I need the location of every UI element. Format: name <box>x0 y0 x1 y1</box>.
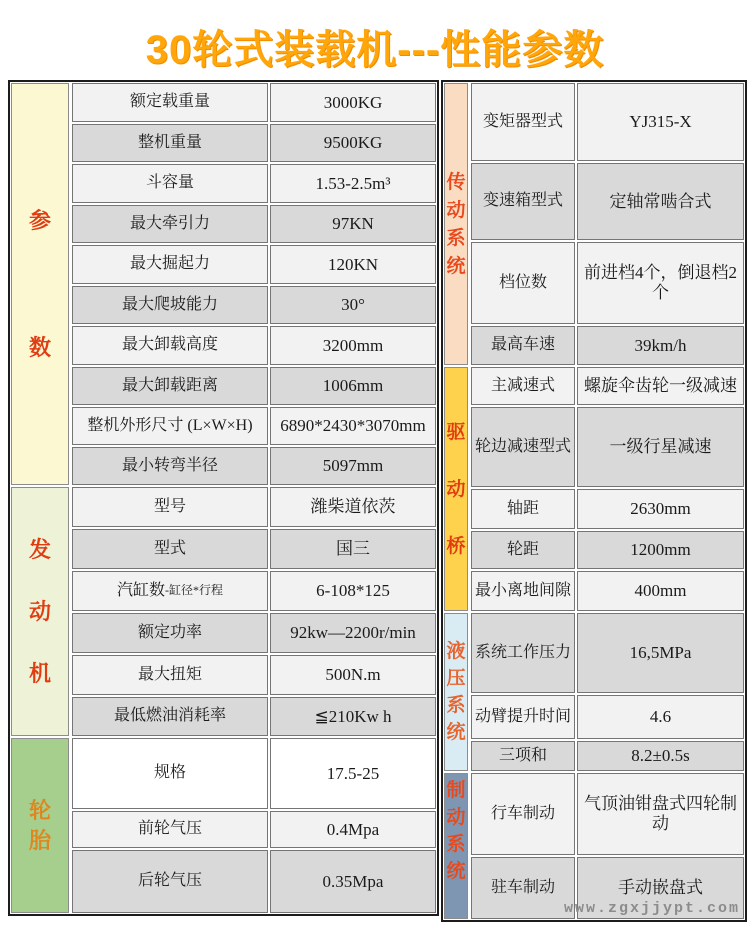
table-row <box>471 613 744 693</box>
spec-value: 手动嵌盘式 <box>618 878 703 898</box>
table-row <box>471 326 744 365</box>
category-char: 统 <box>446 255 466 277</box>
table-row <box>471 83 744 161</box>
spec-value: 5097mm <box>322 456 384 476</box>
section-rows <box>471 367 744 611</box>
spec-value: YJ315-X <box>629 112 692 132</box>
spec-label: 轮距 <box>506 540 539 558</box>
spec-value-cell <box>577 326 744 365</box>
section-rows <box>72 83 436 485</box>
spec-value: 国三 <box>336 539 370 559</box>
table-row <box>72 407 436 445</box>
spec-value-cell <box>270 164 436 203</box>
spec-value: 120KN <box>327 254 379 274</box>
spec-label: 汽缸数 <box>116 581 165 599</box>
spec-value-cell <box>270 326 436 365</box>
spec-value-cell <box>270 286 436 324</box>
spec-value: 1006mm <box>322 376 384 396</box>
right-spec-table <box>441 80 747 922</box>
spec-value: 前进档4个，倒退档2个 <box>584 263 737 302</box>
spec-label: 最小转弯半径 <box>121 456 218 474</box>
spec-value: 4.6 <box>649 707 672 727</box>
spec-label: 额定载重量 <box>129 93 210 111</box>
page-title: 30轮式装载机---性能参数 <box>145 28 605 72</box>
table-row <box>72 447 436 485</box>
spec-value: 一级行星减速 <box>609 437 712 457</box>
table-row <box>72 164 436 203</box>
spec-value-cell <box>270 738 436 809</box>
spec-label: 驻车制动 <box>490 878 555 896</box>
spec-label-cell <box>72 407 268 445</box>
spec-section <box>444 367 744 611</box>
spec-tables <box>8 80 747 922</box>
category-band <box>11 487 69 736</box>
spec-value: 0.4Mpa <box>326 819 380 839</box>
category-char: 液 <box>446 641 466 662</box>
table-row <box>72 655 436 695</box>
spec-label-cell <box>471 695 575 739</box>
spec-value: 气顶油钳盘式四轮制动 <box>584 794 737 833</box>
spec-value: 1.53-2.5m³ <box>315 173 391 193</box>
spec-value-cell <box>577 367 744 405</box>
spec-label-cell <box>471 741 575 771</box>
spec-value-cell <box>577 163 744 240</box>
spec-value-cell <box>577 741 744 771</box>
spec-label-cell <box>471 242 575 324</box>
category-char: 驱 <box>446 421 466 443</box>
spec-label-cell <box>72 697 268 736</box>
table-row <box>471 531 744 569</box>
spec-label-cell <box>72 164 268 203</box>
table-row <box>72 529 436 569</box>
spec-label-cell <box>471 531 575 569</box>
spec-section <box>444 83 744 365</box>
spec-label: 动臂提升时间 <box>474 707 571 725</box>
spec-value-cell <box>577 773 744 855</box>
category-char: 压 <box>446 668 466 689</box>
spec-label-cell <box>72 245 268 284</box>
category-char: 机 <box>28 660 51 686</box>
category-char: 参 <box>28 207 51 233</box>
spec-label: 整机重量 <box>137 133 202 151</box>
spec-label-small: -缸径*行程 <box>165 583 223 598</box>
category-char: 动 <box>446 478 466 500</box>
spec-value: 17.5-25 <box>326 763 380 783</box>
category-char: 胎 <box>28 827 51 853</box>
spec-label-cell <box>471 489 575 529</box>
spec-value: 定轴常啮合式 <box>609 191 712 211</box>
spec-label-cell <box>72 124 268 162</box>
spec-label: 前轮气压 <box>137 820 202 838</box>
spec-value-cell <box>270 124 436 162</box>
spec-value-cell <box>270 447 436 485</box>
spec-value: 39km/h <box>634 335 687 355</box>
table-row <box>471 407 744 487</box>
category-char: 统 <box>446 722 466 743</box>
spec-value: 16,5MPa <box>629 643 692 663</box>
spec-label-cell <box>72 738 268 809</box>
spec-label: 最小离地间隙 <box>474 581 571 599</box>
spec-label: 后轮气压 <box>137 872 202 890</box>
spec-value-cell <box>270 571 436 611</box>
table-row <box>72 487 436 527</box>
category-char: 制 <box>446 780 466 801</box>
category-char: 数 <box>28 334 51 360</box>
category-band <box>444 83 468 365</box>
spec-label: 最低燃油消耗率 <box>113 707 226 725</box>
spec-label: 额定功率 <box>137 623 202 641</box>
spec-label: 斗容量 <box>145 174 194 192</box>
spec-value: 92kw—2200r/min <box>290 623 416 643</box>
table-row <box>471 489 744 529</box>
spec-value-cell <box>270 529 436 569</box>
category-char: 传 <box>446 171 466 193</box>
section-rows <box>471 773 744 919</box>
table-row <box>72 613 436 653</box>
spec-label-cell <box>72 811 268 848</box>
section-rows <box>72 487 436 736</box>
spec-value-cell <box>270 811 436 848</box>
spec-label-cell <box>471 83 575 161</box>
spec-label-cell <box>72 487 268 527</box>
table-row <box>72 286 436 324</box>
spec-value-cell <box>270 487 436 527</box>
table-row <box>72 326 436 365</box>
spec-label-cell <box>471 571 575 611</box>
spec-value-cell <box>270 697 436 736</box>
spec-value: 2630mm <box>630 499 691 519</box>
category-char: 统 <box>446 861 466 882</box>
spec-label-cell <box>72 613 268 653</box>
left-spec-table <box>8 80 439 916</box>
spec-value: 3200mm <box>322 335 384 355</box>
table-row <box>471 695 744 739</box>
spec-value: 400mm <box>634 581 687 601</box>
spec-label-cell <box>72 571 268 611</box>
spec-section <box>444 613 744 771</box>
spec-label: 最大卸载高度 <box>121 336 218 354</box>
spec-value: 30° <box>341 295 365 315</box>
spec-label: 轴距 <box>506 499 539 517</box>
spec-label-cell <box>72 367 268 405</box>
section-rows <box>471 613 744 771</box>
category-band <box>11 83 69 485</box>
spec-label: 整机外形尺寸 (L×W×H) <box>87 416 253 434</box>
spec-label-cell <box>471 407 575 487</box>
spec-value: 8.2±0.5s <box>631 746 690 766</box>
spec-value-cell <box>577 695 744 739</box>
spec-label: 轮边减速型式 <box>474 437 571 455</box>
spec-label-cell <box>72 529 268 569</box>
category-char: 桥 <box>446 535 466 557</box>
spec-label: 最大掘起力 <box>129 255 210 273</box>
category-char: 系 <box>446 227 466 249</box>
table-row <box>72 245 436 284</box>
category-char: 动 <box>446 199 466 221</box>
spec-value-cell <box>577 489 744 529</box>
table-row <box>72 738 436 809</box>
spec-label-cell <box>72 655 268 695</box>
table-row <box>471 163 744 240</box>
spec-label-cell <box>72 447 268 485</box>
table-row <box>72 811 436 848</box>
watermark-url: www.zgxjjypt.com <box>563 900 740 917</box>
spec-value: 6890*2430*3070mm <box>280 416 426 436</box>
spec-label-cell <box>471 163 575 240</box>
category-char: 系 <box>446 834 466 855</box>
spec-value: 潍柴道依茨 <box>310 497 396 517</box>
spec-value-cell <box>270 83 436 122</box>
spec-value-cell <box>577 83 744 161</box>
spec-value-cell <box>270 613 436 653</box>
spec-value-cell <box>577 613 744 693</box>
spec-value: 0.35Mpa <box>322 871 384 891</box>
table-row <box>471 773 744 855</box>
spec-label-cell <box>471 613 575 693</box>
spec-value-cell <box>270 655 436 695</box>
spec-value: ≦210Kw h <box>314 706 392 726</box>
spec-label: 变矩器型式 <box>482 112 563 130</box>
spec-value: 500N.m <box>325 665 381 685</box>
category-band <box>444 773 468 919</box>
spec-label: 档位数 <box>498 273 547 291</box>
spec-label-cell <box>72 83 268 122</box>
category-char: 动 <box>446 807 466 828</box>
table-row <box>72 367 436 405</box>
spec-section <box>11 487 436 736</box>
spec-section <box>11 738 436 913</box>
spec-label-cell <box>72 205 268 243</box>
category-char: 轮 <box>28 797 51 823</box>
spec-label: 最大扭矩 <box>137 665 202 683</box>
section-rows <box>471 83 744 365</box>
category-char: 发 <box>28 536 51 562</box>
table-row <box>72 850 436 913</box>
spec-value-cell <box>270 367 436 405</box>
spec-value-cell <box>270 850 436 913</box>
table-row <box>471 571 744 611</box>
spec-label-cell <box>72 850 268 913</box>
spec-label-cell <box>471 773 575 855</box>
spec-value-cell <box>577 407 744 487</box>
spec-label-cell <box>471 326 575 365</box>
spec-label-cell <box>471 857 575 919</box>
spec-label: 最大爬坡能力 <box>121 295 218 313</box>
spec-section <box>11 83 436 485</box>
spec-value: 6-108*125 <box>316 581 390 601</box>
category-band <box>11 738 69 913</box>
spec-label: 三项和 <box>498 746 547 764</box>
spec-value-cell <box>270 245 436 284</box>
spec-section <box>444 773 744 919</box>
spec-value: 3000KG <box>323 92 383 112</box>
spec-label: 型号 <box>153 497 186 515</box>
spec-value: 9500KG <box>323 133 383 153</box>
table-row <box>72 697 436 736</box>
spec-label: 系统工作压力 <box>474 643 571 661</box>
category-char: 系 <box>446 695 466 716</box>
category-band <box>444 613 468 771</box>
table-row <box>72 571 436 611</box>
spec-value-cell <box>270 407 436 445</box>
section-rows <box>72 738 436 913</box>
spec-value: 97KN <box>332 214 374 234</box>
table-row <box>471 242 744 324</box>
spec-label-cell <box>72 286 268 324</box>
spec-label: 最高车速 <box>490 336 555 354</box>
spec-label: 行车制动 <box>490 804 555 822</box>
spec-value: 1200mm <box>630 540 691 560</box>
spec-value-cell <box>577 242 744 324</box>
table-row <box>72 205 436 243</box>
table-row <box>471 741 744 771</box>
spec-label-cell <box>72 326 268 365</box>
spec-label-cell <box>471 367 575 405</box>
spec-value-cell <box>270 205 436 243</box>
spec-label: 最大卸载距离 <box>121 376 218 394</box>
table-row <box>72 124 436 162</box>
table-row <box>471 367 744 405</box>
spec-label: 型式 <box>153 539 186 557</box>
spec-value-cell <box>577 531 744 569</box>
spec-label: 变速箱型式 <box>482 192 563 210</box>
spec-label: 规格 <box>153 764 186 782</box>
category-char: 动 <box>28 598 51 624</box>
category-band <box>444 367 468 611</box>
spec-label: 最大牵引力 <box>129 214 210 232</box>
spec-label: 主减速式 <box>490 376 555 394</box>
spec-value: 螺旋伞齿轮一级减速 <box>584 376 737 396</box>
spec-value-cell <box>577 571 744 611</box>
table-row <box>72 83 436 122</box>
